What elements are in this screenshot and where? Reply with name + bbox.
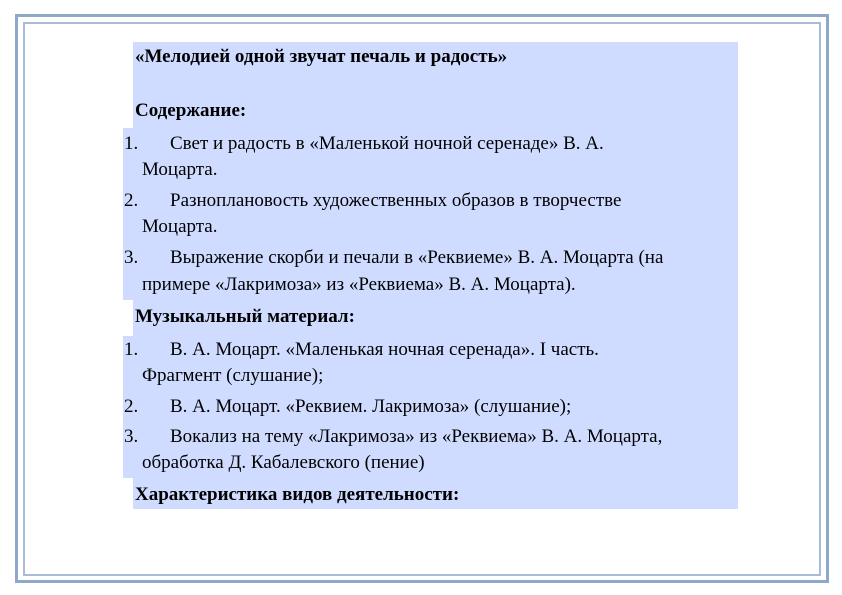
- list-item-text: В. А. Моцарт. «Реквием. Лакримоза» (слушание);: [170, 396, 572, 417]
- list-item-number: 3.: [124, 247, 139, 268]
- list-item-text: Вокализ на тему «Лакримоза» из «Реквиема» В. А. Моцарта,: [170, 426, 663, 447]
- list-item-number: 1.: [124, 339, 139, 360]
- list-item-number: 3.: [124, 426, 139, 447]
- list-item-text-cont: обработка Д. Кабалевского (пение): [142, 452, 425, 473]
- list-item-number: 2.: [124, 190, 139, 211]
- slide-title: «Мелодией одной звучат печаль и радость»: [135, 46, 508, 67]
- music-heading: Музыкальный материал:: [135, 306, 355, 327]
- list-item-text: Выражение скорби и печали в «Реквиеме» В. А. Моцарта (на: [170, 247, 664, 268]
- list-item-text-cont: Моцарта.: [142, 159, 218, 180]
- list-item-text-cont: Моцарта.: [142, 216, 218, 237]
- list-item-text-cont: Фрагмент (слушание);: [142, 365, 324, 386]
- list-item-text-cont: примере «Лакримоза» из «Реквиема» В. А. Моцарта).: [142, 274, 576, 295]
- list-item-text: Свет и радость в «Маленькой ночной серенаде» В. А.: [170, 133, 604, 154]
- list-item-number: 2.: [124, 396, 139, 417]
- content-heading: Содержание:: [135, 100, 247, 121]
- list-item-number: 1.: [124, 133, 139, 154]
- activity-heading: Характеристика видов деятельности:: [135, 484, 460, 505]
- list-item-text: В. А. Моцарт. «Маленькая ночная серенада». I часть.: [170, 339, 599, 360]
- list-item-text: Разноплановость художественных образов в творчестве: [170, 190, 622, 211]
